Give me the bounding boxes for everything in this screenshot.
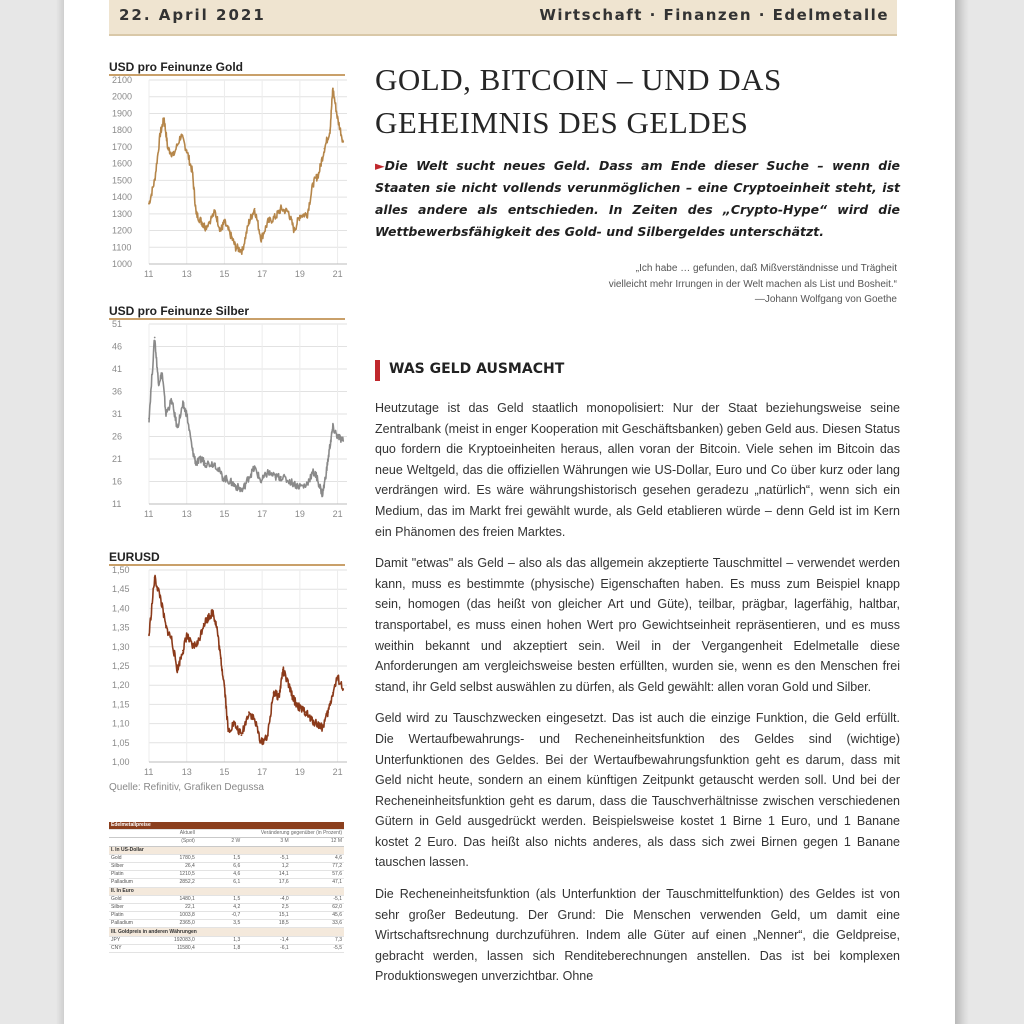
data-point	[329, 445, 331, 447]
y-tick-label: 1,25	[112, 661, 130, 671]
data-point	[312, 472, 314, 474]
data-point	[180, 134, 182, 136]
chart-title: EURUSD	[109, 550, 160, 564]
x-tick-label: 13	[181, 509, 192, 519]
y-tick-label: 1,00	[112, 757, 130, 767]
data-point	[154, 180, 156, 182]
table-cell: 1003,8	[154, 912, 197, 920]
data-point	[310, 719, 312, 721]
data-point	[235, 485, 237, 487]
table-cell: 6,1	[197, 879, 242, 887]
data-point	[163, 118, 165, 120]
data-point	[248, 476, 250, 478]
data-point	[229, 233, 231, 235]
table-cell: -0,7	[197, 912, 242, 920]
table-row	[109, 912, 344, 920]
data-point	[205, 463, 207, 465]
table-cell: 15,1	[242, 912, 290, 920]
body-paragraph: Damit "etwas" als Geld – also als das allgemein akzeptierte Tauschmittel – verwendet werden kann, muss es bestimmte (physische) Eigenschaften haben. Es muss zum Beispiel knapp sein, homogen (das heißt von gleicher Art und Güte), teilbar, prägbar, lagerfähig, haltbar, transportabel, es muss einen hohen Wert pro Gewichtseinheit repräsentieren, und es muss weithin bekannt und akzeptiert sein. Weil in der Vergangenheit Edelmetalle diese Anforderungen am vergleichsweise besten erfüllten, wurden sie, wenn es den Menschen frei stand, ihr Geld selbst auswählen zu dürfen, als Geld gewählt: allen voran Gold und Silber.	[375, 556, 900, 694]
silver-chart	[109, 300, 349, 524]
table-cell: 1,5	[197, 895, 242, 903]
gold-chart	[109, 56, 349, 284]
data-point	[197, 642, 199, 644]
gold-chart-svg	[109, 56, 349, 284]
table-row	[109, 944, 344, 952]
data-point	[305, 485, 307, 487]
table-row	[109, 895, 344, 903]
table-cell: 1,2	[242, 862, 290, 870]
data-point	[322, 494, 324, 496]
table-section-row	[109, 846, 344, 854]
quote-text: „Ich habe … gefunden, daß Mißverständnisse und Trägheit vielleicht mehr Irrungen in der Welt machen als List und Bosheit.“	[608, 263, 897, 290]
table-row	[109, 879, 344, 887]
table-cell: -5,1	[291, 895, 344, 903]
data-point	[282, 669, 284, 671]
table-row	[109, 862, 344, 870]
data-point	[267, 221, 269, 223]
table-cell: 45,6	[291, 912, 344, 920]
table-cell: 3 M	[242, 838, 290, 846]
data-point	[241, 734, 243, 736]
x-tick-label: 21	[332, 767, 343, 777]
data-point	[192, 171, 194, 173]
document-page	[64, 0, 955, 1024]
page-shadow-right	[955, 0, 969, 1024]
table-cell: 47,1	[291, 879, 344, 887]
data-point	[312, 183, 314, 185]
data-point	[212, 611, 214, 613]
table-cell: Edelmetallpreise	[109, 822, 344, 830]
data-point	[299, 215, 301, 217]
chart-title: USD pro Feinunze Silber	[109, 304, 250, 318]
x-tick-label: 15	[219, 509, 230, 519]
data-point	[182, 650, 184, 652]
table-cell: 62,0	[291, 903, 344, 911]
table-subheader-row	[109, 838, 344, 846]
data-point	[158, 382, 160, 384]
data-point	[192, 449, 194, 451]
page-shadow-left	[56, 0, 64, 1024]
data-point	[224, 221, 226, 223]
y-tick-label: 1,20	[112, 680, 130, 691]
table-row	[109, 854, 344, 862]
table-cell: 2852,2	[154, 879, 197, 887]
table-cell: II. In Euro	[109, 887, 344, 895]
data-point	[337, 118, 339, 120]
data-point	[167, 148, 169, 150]
y-tick-label: 1800	[112, 125, 133, 136]
y-tick-label: 21	[112, 454, 123, 464]
data-point	[171, 400, 173, 402]
y-tick-label: 1600	[112, 158, 133, 169]
data-point	[233, 723, 235, 725]
price-series-line	[149, 576, 343, 745]
table-cell: 2,5	[242, 903, 290, 911]
y-tick-label: 1100	[112, 242, 132, 253]
data-point	[205, 226, 207, 228]
eurusd-chart-svg	[109, 546, 349, 782]
data-point	[297, 485, 299, 487]
data-point	[260, 481, 262, 483]
y-tick-label: 2100	[112, 75, 133, 85]
table-cell: 22,1	[154, 903, 197, 911]
data-point	[192, 646, 194, 648]
y-tick-label: 1,10	[112, 718, 130, 729]
table-cell: (Spot)	[154, 838, 197, 846]
x-tick-label: 19	[294, 269, 305, 279]
table-cell	[109, 838, 154, 846]
table-section-row	[109, 928, 344, 936]
price-series-line	[149, 340, 343, 496]
data-point	[224, 684, 226, 686]
data-point	[260, 742, 262, 744]
y-tick-label: 51	[112, 319, 123, 329]
table-cell: -6,1	[242, 944, 290, 952]
data-point	[159, 596, 161, 598]
y-tick-label: 36	[112, 386, 123, 397]
table-cell: -4,0	[242, 895, 290, 903]
data-point	[203, 623, 205, 625]
y-tick-label: 1,45	[112, 584, 130, 595]
eurusd-chart	[109, 546, 349, 782]
table-cell: 1,3	[197, 936, 242, 944]
data-point	[324, 148, 326, 150]
table-cell: Palladium	[109, 879, 154, 887]
table-cell: Platin	[109, 871, 154, 879]
table-cell: 3,5	[197, 920, 242, 928]
data-point	[241, 250, 243, 252]
article-body	[375, 398, 900, 998]
table-cell: 57,6	[291, 871, 344, 879]
data-point	[222, 476, 224, 478]
data-point	[342, 141, 344, 143]
x-tick-label: 13	[181, 767, 192, 777]
chart-source: Quelle: Refinitiv, Grafiken Degussa	[109, 782, 264, 793]
data-point	[254, 208, 256, 210]
data-point	[322, 727, 324, 729]
y-tick-label: 1300	[112, 208, 133, 219]
data-point	[214, 463, 216, 465]
body-paragraph: Geld wird zu Tauschzwecken eingesetzt. Das ist auch die einzige Funktion, die Geld erfüllt. Die Wertaufbewahrungs- und Recheneinheitsfunktion des Geldes sind (wichtige) Unterfunktionen des Geldes. Bei der Wertaufbewahrungsfunktion geht es darum, dass mit Geld nicht heute, sondern an einem künftigen Zeitpunkt getauscht werden soll. Und bei der Recheneinheitsfunktion geht es darum, dass die Tauschverhältnisse zwischen verschiedenen Gütern in Geld ausgedrückt werden. Beispielsweise kostet 1 Birne 1 Euro, und 1 Banane kostet 2 Euro. Das heißt also nichts anderes, als dass sich zwei Birnen gegen 1 Banane tauschen lassen.	[375, 711, 900, 870]
table-cell: Veränderung gegenüber (in Prozent)	[197, 830, 344, 838]
table-cell: Gold	[109, 854, 154, 862]
table-cell: 4,2	[197, 903, 242, 911]
data-point	[337, 677, 339, 679]
data-point	[165, 627, 167, 629]
table-cell: 2 W	[197, 838, 242, 846]
data-point	[342, 688, 344, 690]
table-cell: -5,1	[242, 854, 290, 862]
table-cell: 17,6	[242, 879, 290, 887]
data-point	[274, 216, 276, 218]
data-point	[332, 692, 334, 694]
table-cell: Palladium	[109, 920, 154, 928]
data-point	[290, 481, 292, 483]
article-lead	[375, 155, 900, 243]
table-cell: 6,6	[197, 862, 242, 870]
y-tick-label: 1,35	[112, 622, 130, 633]
x-tick-label: 21	[332, 269, 343, 279]
y-tick-label: 26	[112, 431, 123, 442]
data-point	[159, 133, 161, 135]
precious-metals-table	[109, 822, 344, 953]
article-title: GOLD, BITCOIN – UND DAS GEHEIMNIS DES GELDES	[375, 62, 782, 140]
y-tick-label: 41	[112, 364, 123, 374]
table-cell: 1210,5	[154, 871, 197, 879]
data-point	[293, 230, 295, 232]
data-point	[173, 154, 175, 156]
table-cell: -5,5	[291, 944, 344, 952]
y-tick-label: 31	[112, 409, 123, 419]
data-point	[176, 427, 178, 429]
x-tick-label: 17	[257, 767, 268, 777]
data-point	[229, 481, 231, 483]
chart-title: USD pro Feinunze Gold	[109, 60, 243, 74]
table-cell: 1480,1	[154, 895, 197, 903]
data-point	[325, 472, 327, 474]
y-tick-label: 1,05	[112, 737, 130, 748]
table-row	[109, 920, 344, 928]
data-point	[154, 577, 156, 579]
lead-marker-icon: ►	[375, 158, 385, 173]
data-point	[274, 476, 276, 478]
data-point	[148, 203, 150, 205]
x-tick-label: 17	[257, 509, 268, 519]
data-point	[171, 638, 173, 640]
goethe-quote	[605, 261, 897, 308]
y-tick-label: 11	[112, 499, 122, 509]
data-point	[148, 634, 150, 636]
table-cell: Gold	[109, 895, 154, 903]
lead-text: Die Welt sucht neues Geld. Dass am Ende dieser Suche – wenn die Staaten sie nicht vollends verunmöglichen – eine Cryptoeinheit steht, ist alles andere als entschieden. In Zeiten des „Crypto-Hype“ wird die Wettbewerbsfähigkeit des Gold- und Silbergeldes unterschätzt.	[375, 158, 900, 239]
data-point	[186, 634, 188, 636]
data-point	[254, 719, 256, 721]
table-header-row	[109, 830, 344, 838]
data-point	[293, 700, 295, 702]
table-cell: 4,6	[197, 871, 242, 879]
data-point	[332, 88, 334, 90]
data-point	[201, 458, 203, 460]
y-tick-label: 1900	[112, 108, 133, 119]
data-point	[220, 230, 222, 232]
y-tick-label: 1,30	[112, 641, 130, 652]
table-cell: 18,5	[242, 920, 290, 928]
data-point	[342, 440, 344, 442]
table-cell: Aktuell	[154, 830, 197, 838]
table-title-row	[109, 822, 344, 830]
data-point	[254, 467, 256, 469]
table-row	[109, 871, 344, 879]
data-point	[186, 149, 188, 151]
data-point	[186, 413, 188, 415]
table-cell: 2365,0	[154, 920, 197, 928]
data-point	[220, 657, 222, 659]
table-cell: 4,6	[291, 854, 344, 862]
data-point	[165, 413, 167, 415]
y-tick-label: 46	[112, 341, 123, 352]
y-tick-label: 1,50	[112, 565, 130, 575]
table-cell: 12 M	[291, 838, 344, 846]
data-point	[216, 627, 218, 629]
y-tick-label: 2000	[112, 91, 133, 102]
table-cell: 33,6	[291, 920, 344, 928]
table-cell: 77,2	[291, 862, 344, 870]
x-tick-label: 11	[144, 269, 154, 279]
data-point	[337, 436, 339, 438]
data-point	[214, 211, 216, 213]
quote-author: —Johann Wolfgang von Goethe	[754, 294, 897, 305]
y-tick-label: 1000	[112, 259, 133, 269]
table-cell: 11580,4	[154, 944, 197, 952]
data-point	[288, 211, 290, 213]
table-cell: 14,1	[242, 871, 290, 879]
data-point	[195, 463, 197, 465]
data-point	[248, 711, 250, 713]
section-marker-bar	[375, 360, 380, 381]
data-point	[316, 723, 318, 725]
data-point	[148, 418, 150, 420]
data-point	[305, 711, 307, 713]
data-point	[208, 615, 210, 617]
table-cell: 7,3	[291, 936, 344, 944]
y-tick-label: 1,15	[112, 699, 130, 710]
data-point	[307, 213, 309, 215]
header-section: Wirtschaft · Finanzen · Edelmetalle	[539, 6, 889, 24]
data-point	[280, 476, 282, 478]
table-section-row	[109, 887, 344, 895]
data-point	[154, 337, 156, 339]
data-point	[332, 427, 334, 429]
x-tick-label: 17	[257, 269, 268, 279]
x-tick-label: 15	[219, 767, 230, 777]
y-tick-label: 1400	[112, 192, 133, 203]
table-row	[109, 936, 344, 944]
x-tick-label: 19	[294, 509, 305, 519]
body-paragraph: Die Recheneinheitsfunktion (als Unterfunktion der Tauschmittelfunktion) des Geldes ist von sehr großer Bedeutung. Der Grund: Die Menschen verwenden Geld, um damit eine Wirtschaftsrechnung durchzuführen. Indem alle Güter auf einen „Nenner“, die Geldpreise, gebracht werden, lassen sich Renditeberechnungen anstellen. Das ist bei komplexen Produktionswegen unverzichtbar. Ohne	[375, 887, 900, 984]
data-point	[235, 246, 237, 248]
data-point	[241, 490, 243, 492]
y-tick-label: 1200	[112, 225, 133, 236]
table-cell: 26,4	[154, 862, 197, 870]
table-cell: -1,4	[242, 936, 290, 944]
data-point	[201, 221, 203, 223]
x-tick-label: 11	[144, 509, 154, 519]
data-point	[260, 238, 262, 240]
table-cell: III. Goldpreis in anderen Währungen	[109, 928, 344, 936]
table-cell: Platin	[109, 912, 154, 920]
data-point	[299, 707, 301, 709]
x-tick-label: 19	[294, 767, 305, 777]
y-tick-label: 1500	[112, 175, 133, 186]
data-point	[161, 373, 163, 375]
page-header	[109, 0, 897, 36]
data-point	[267, 734, 269, 736]
table-cell: 192083,0	[154, 936, 197, 944]
table-cell: 1780,5	[154, 854, 197, 862]
x-tick-label: 13	[181, 269, 192, 279]
data-point	[227, 730, 229, 732]
x-tick-label: 21	[332, 509, 343, 519]
data-point	[288, 684, 290, 686]
data-point	[329, 129, 331, 131]
data-point	[248, 221, 250, 223]
data-point	[182, 404, 184, 406]
table-cell	[109, 830, 154, 838]
table-row	[109, 903, 344, 911]
data-point	[327, 711, 329, 713]
header-date: 22. April 2021	[119, 6, 266, 24]
table-cell: Silber	[109, 903, 154, 911]
data-point	[195, 213, 197, 215]
silver-chart-svg	[109, 300, 349, 524]
data-point	[267, 472, 269, 474]
x-tick-label: 11	[144, 767, 154, 777]
table-cell: I. In US-Dollar	[109, 846, 344, 854]
data-point	[280, 208, 282, 210]
section-heading-text: WAS GELD AUSMACHT	[389, 361, 565, 377]
table-cell: CNY	[109, 944, 154, 952]
data-point	[316, 476, 318, 478]
data-point	[278, 696, 280, 698]
y-tick-label: 16	[112, 476, 123, 487]
x-tick-label: 15	[219, 269, 230, 279]
table-cell: 1,8	[197, 944, 242, 952]
body-paragraph: Heutzutage ist das Geld staatlich monopolisiert: Nur der Staat beziehungsweise seine Zentralbank (meist in enger Kooperation mit Geschäftsbanken) geben Geld aus. Diesen Status quo fordern die Kryptoeinheiten heraus, allen voran der Bitcoin. Viele sehen im Bitcoin das neue Weltgeld, das die offiziellen Währungen wie US-Dollar, Euro und Co über kurz oder lang verdrängen wird. Es wäre währungshistorisch gesehen geradezu „natürlich“, wenn sich ein Medium, das im Markt frei gewählt wurde, als Geld etablieren würde – denn Geld ist im Kern ein Phänomen des freien Marktes.	[375, 401, 900, 539]
table-cell: Silber	[109, 862, 154, 870]
table-cell: JPY	[109, 936, 154, 944]
data-point	[318, 173, 320, 175]
y-tick-label: 1700	[112, 141, 133, 152]
data-point	[273, 692, 275, 694]
table-cell: 1,5	[197, 854, 242, 862]
y-tick-label: 1,40	[112, 603, 130, 614]
data-point	[176, 669, 178, 671]
